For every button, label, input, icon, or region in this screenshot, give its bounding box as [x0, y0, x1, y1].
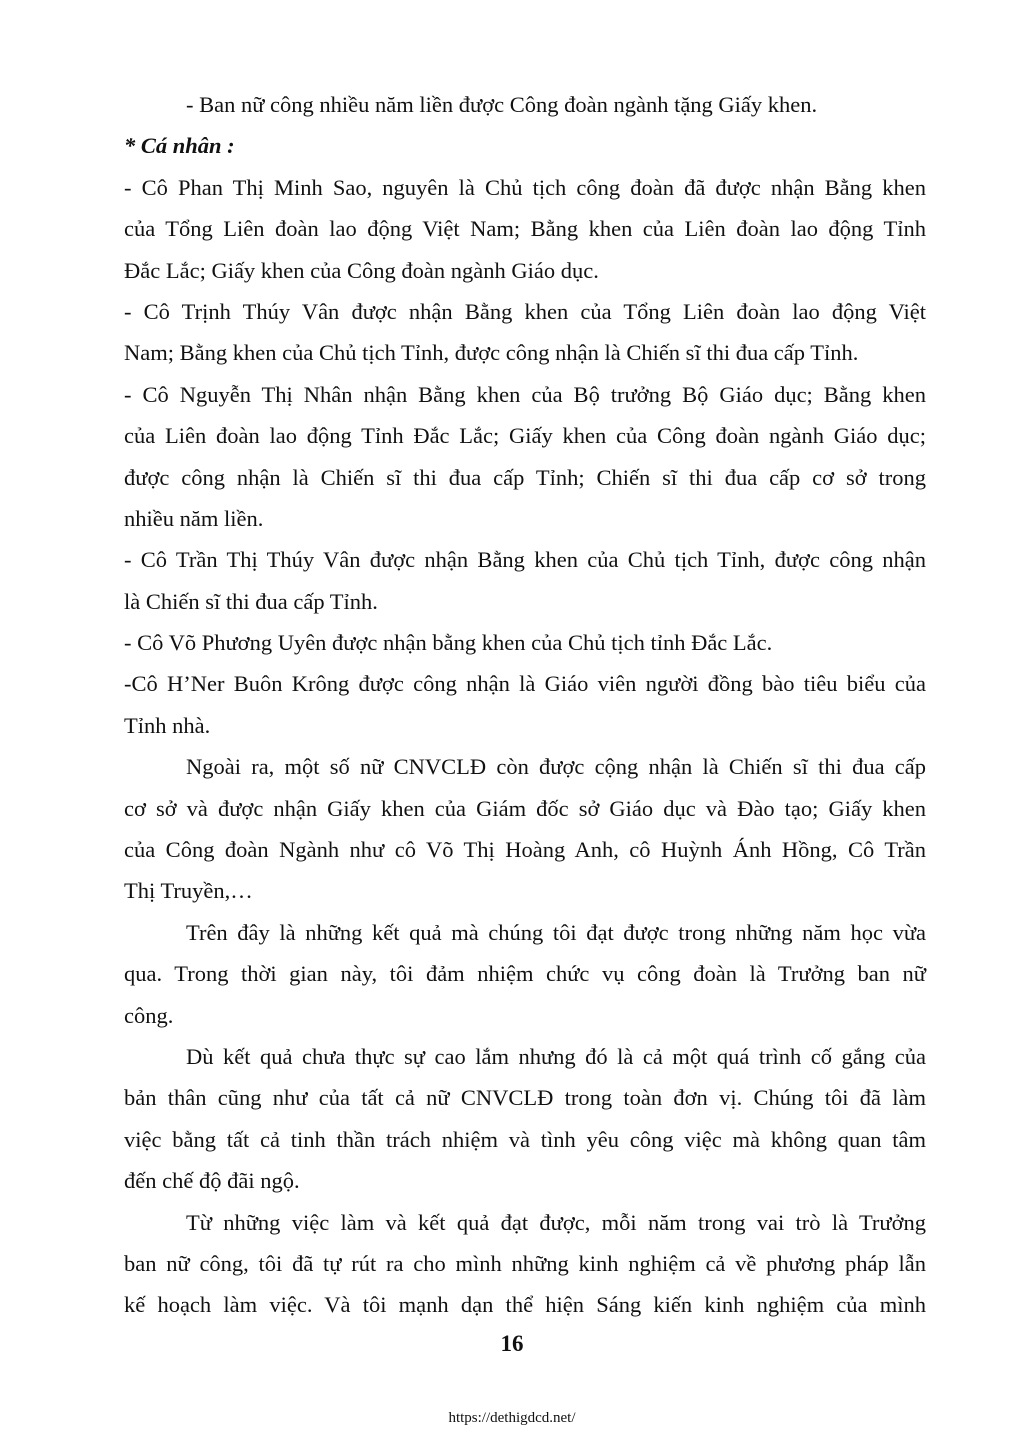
text-line: Nam; Bằng khen của Chủ tịch Tỉnh, được công nhận là Chiến sĩ thi đua cấp Tỉnh. [124, 340, 859, 366]
text-line: - Cô Trần Thị Thúy Vân được nhận Bằng khen của Chủ tịch Tỉnh, được công nhận [124, 547, 926, 573]
text-line: của Công đoàn Ngành như cô Võ Thị Hoàng Anh, cô Huỳnh Ánh Hồng, Cô Trần [124, 837, 926, 863]
text-line: là Chiến sĩ thi đua cấp Tỉnh. [124, 588, 378, 614]
text-line: Tỉnh nhà. [124, 712, 211, 738]
page-number: 16 [500, 1331, 524, 1356]
text-line: -Cô H’Ner Buôn Krông được công nhận là Giáo viên người đồng bào tiêu biểu của [124, 671, 926, 697]
text-line: ban nữ công, tôi đã tự rút ra cho mình những kinh nghiệm cả về phương pháp lẫn [124, 1250, 926, 1276]
text-line: Dù kết quả chưa thực sự cao lắm nhưng đó là cả một quá trình cố gắng của [186, 1043, 926, 1069]
footer-url: https://dethigdcd.net/ [448, 1410, 576, 1426]
text-line: được công nhận là Chiến sĩ thi đua cấp Tỉnh; Chiến sĩ thi đua cấp cơ sở trong [124, 464, 926, 490]
document-body [124, 84, 926, 1326]
text-line: Thị Truyền,… [124, 878, 253, 904]
text-line: - Cô Võ Phương Uyên được nhận bằng khen của Chủ tịch tỉnh Đắc Lắc. [124, 630, 773, 656]
text-line: cơ sở và được nhận Giấy khen của Giám đốc sở Giáo dục và Đào tạo; Giấy khen [124, 795, 926, 821]
text-line: bản thân cũng như của tất cả nữ CNVCLĐ trong toàn đơn vị. Chúng tôi đã làm [124, 1085, 926, 1111]
text-line: việc bằng tất cả tinh thần trách nhiệm và tình yêu công việc mà không quan tâm [124, 1126, 926, 1152]
text-line: - Cô Trịnh Thúy Vân được nhận Bằng khen của Tổng Liên đoàn lao động Việt [124, 298, 926, 324]
text-line: của Tổng Liên đoàn lao động Việt Nam; Bằng khen của Liên đoàn lao động Tỉnh [124, 216, 926, 242]
text-line: qua. Trong thời gian này, tôi đảm nhiệm chức vụ công đoàn là Trưởng ban nữ [124, 961, 926, 987]
text-line: Đắc Lắc; Giấy khen của Công đoàn ngành Giáo dục. [124, 257, 599, 283]
text-line: kế hoạch làm việc. Và tôi mạnh dạn thể hiện Sáng kiến kinh nghiệm của mình [124, 1292, 926, 1318]
text-line: của Liên đoàn lao động Tỉnh Đắc Lắc; Giấy khen của Công đoàn ngành Giáo dục; [124, 423, 926, 449]
text-line: Từ những việc làm và kết quả đạt được, mỗi năm trong vai trò là Trưởng [186, 1209, 926, 1235]
text-line: Trên đây là những kết quả mà chúng tôi đạt được trong những năm học vừa [186, 919, 926, 945]
text-line: nhiều năm liền. [124, 505, 264, 531]
text-line: - Cô Phan Thị Minh Sao, nguyên là Chủ tịch công đoàn đã được nhận Bằng khen [124, 174, 926, 200]
text-line: - Cô Nguyễn Thị Nhân nhận Bằng khen của Bộ trưởng Bộ Giáo dục; Bằng khen [124, 381, 926, 407]
text-line: công. [124, 1002, 174, 1028]
text-line: Ngoài ra, một số nữ CNVCLĐ còn được cộng nhận là Chiến sĩ thi đua cấp [186, 754, 926, 780]
text-line: đến chế độ đãi ngộ. [124, 1168, 300, 1194]
section-heading: * Cá nhân : [124, 133, 235, 159]
text-line: - Ban nữ công nhiều năm liền được Công đoàn ngành tặng Giấy khen. [186, 92, 818, 117]
